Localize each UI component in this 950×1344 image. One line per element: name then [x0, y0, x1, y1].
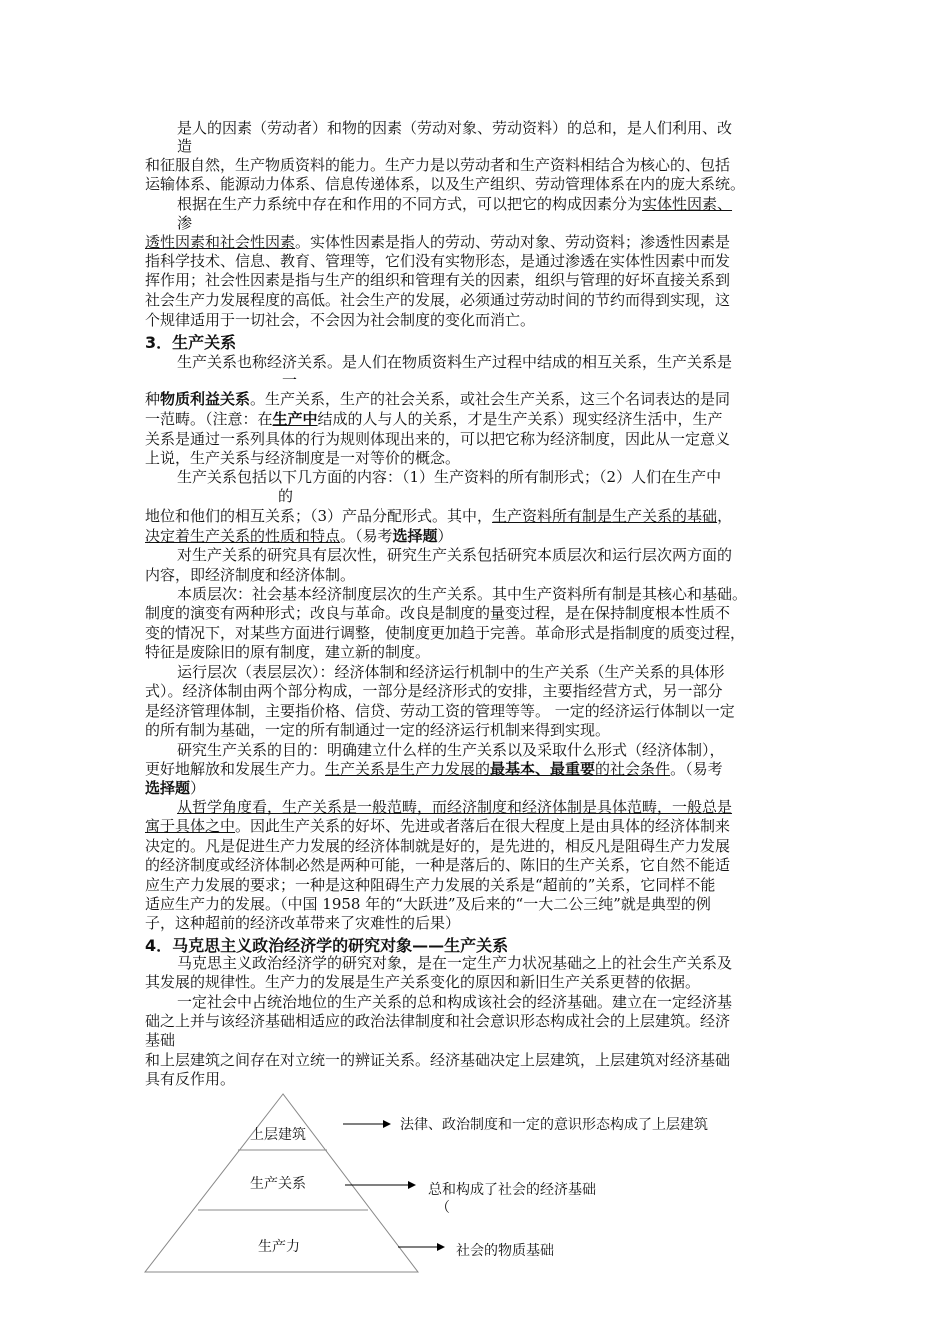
text-line: 其发展的规律性。生产力的发展是生产关系变化的原因和新旧生产关系更替的依据。: [145, 973, 701, 991]
text-span: 结成的人与人的关系，才是生产关系）现实经济生活中，生产: [317, 410, 723, 428]
text-span: 种: [145, 390, 161, 408]
text-line: 的经济制度或经济体制必然是两种可能，一种是落后的、陈旧的生产关系，它自然不能适: [145, 856, 731, 874]
text-line: 应生产力发展的要求；一种是这种阻碍生产力发展的关系是“超前的”关系，它同样不能: [145, 876, 716, 894]
text-span: 。因此生产关系的好坏、先进或者落后在很大程度上是由具体的经济体制来: [235, 817, 731, 835]
underlined-text: 生产资料所有制是生产关系的基础: [492, 507, 718, 525]
text-line: 从哲学角度看，生产关系是一般范畴，而经济制度和经济体制是具体范畴，一般总是: [177, 798, 733, 816]
text-span: ）: [190, 779, 206, 797]
pyramid-note-middle: 总和构成了社会的经济基础: [428, 1182, 596, 1198]
text-line: 一: [282, 371, 298, 389]
text-span: 。实体性因素是指人的劳动、劳动对象、劳动资料；渗透性因素是: [295, 233, 731, 251]
bold-underlined-text: 最基本、最重要: [490, 760, 596, 778]
pyramid-level-bottom: 生产力: [258, 1239, 300, 1255]
bold-text: 选择题: [392, 527, 438, 545]
text-line: 造: [177, 137, 193, 155]
text-line: 子，这种超前的经济改革带来了灾难性的后果）: [145, 914, 461, 932]
text-line: 内容，即经济制度和经济体制。: [145, 566, 356, 584]
text-span: 地位和他们的相互关系；（3）产品分配形式。其中，: [145, 507, 493, 525]
text-line: 挥作用；社会性因素是指与生产的组织和管理有关的因素，组织与管理的好坏直接关系到: [145, 271, 731, 289]
text-line: 研究生产关系的目的：明确建立什么样的生产关系以及采取什么形式（经济体制），: [177, 741, 725, 759]
text-line: 基础: [145, 1031, 176, 1049]
text-line: 生产关系也称经济关系。是人们在物质资料生产过程中结成的相互关系，生产关系是: [177, 353, 733, 371]
underlined-text: 的社会条件: [595, 760, 671, 778]
text-line: 马克思主义政治经济学的研究对象，是在一定生产力状况基础之上的社会生产关系及: [177, 954, 733, 972]
text-line: 制度的演变有两种形式；改良与革命。改良是制度的量变过程，是在保持制度根本性质不: [145, 604, 731, 622]
text-line: 社会生产力发展程度的高低。社会生产的发展，必须通过劳动时间的节约而得到实现，这: [145, 291, 731, 309]
underlined-text: 决定着生产关系的性质和特点: [145, 527, 341, 545]
underlined-text: 寓于具体之中: [145, 817, 236, 835]
pyramid-note-top: 法律、政治制度和一定的意识形态构成了上层建筑: [400, 1117, 708, 1133]
text-line: 上说，生产关系与经济制度是一对等价的概念。: [145, 449, 461, 467]
pyramid-note-bottom: 社会的物质基础: [456, 1243, 554, 1259]
text-line: 的: [278, 487, 294, 505]
text-span: 。（易考: [670, 760, 723, 778]
text-span: 。（易考: [340, 527, 393, 545]
underlined-text: 实体性因素、: [642, 195, 733, 213]
text-line: 式）。经济体制由两个部分构成，一部分是经济形式的安排，主要指经营方式，另一部分: [145, 682, 723, 700]
text-line: 和征服自然，生产物质资料的能力。生产力是以劳动者和生产资料相结合为核心的、包括: [145, 156, 731, 174]
text-line: 具有反作用。: [145, 1070, 236, 1088]
text-line: 关系是通过一系列具体的行为规则体现出来的，可以把它称为经济制度，因此从一定意义: [145, 430, 731, 448]
bold-underlined-text: 生产中: [272, 410, 318, 428]
text-span: ）: [437, 527, 453, 545]
pyramid-note-middle-extra: （: [436, 1200, 450, 1216]
text-span: 。生产关系，生产的社会关系，或社会生产关系，这三个名词表达的是同: [250, 390, 731, 408]
pyramid-level-middle: 生产关系: [250, 1176, 306, 1192]
underlined-text: 透性因素和社会性因素: [145, 233, 296, 251]
underlined-text: 生产关系是生产力发展的: [325, 760, 491, 778]
bold-text: 物质利益关系: [160, 390, 251, 408]
text-span: ，: [717, 507, 733, 525]
text-line: 适应生产力的发展。（中国 1958 年的“大跃进”及后来的“一大二公三纯”就是典型的例: [145, 895, 711, 913]
text-line: 的所有制为基础，一定的所有制通过一定的经济运行机制来得到实现。: [145, 721, 611, 739]
text-line: 本质层次：社会基本经济制度层次的生产关系。其中生产资料所有制是其核心和基础。: [177, 585, 748, 603]
text-line: 渗: [177, 214, 193, 232]
text-span: 根据在生产力系统中存在和作用的不同方式，可以把它的构成因素分为: [177, 195, 643, 213]
text-line: 指科学技术、信息、教育、管理等，它们没有实物形态，是通过渗透在实体性因素中而发: [145, 252, 731, 270]
text-line: 个规律适用于一切社会，不会因为社会制度的变化而消亡。: [145, 311, 536, 329]
text-span: 更好地解放和发展生产力。: [145, 760, 326, 778]
text-line: 一定社会中占统治地位的生产关系的总和构成该社会的经济基础。建立在一定经济基: [177, 993, 733, 1011]
text-line: 对生产关系的研究具有层次性，研究生产关系包括研究本质层次和运行层次两方面的: [177, 546, 733, 564]
text-line: 和上层建筑之间存在对立统一的辨证关系。经济基础决定上层建筑，上层建筑对经济基础: [145, 1051, 731, 1069]
text-span: 一范畴。（注意：在: [145, 410, 273, 428]
bold-text: 选择题: [145, 779, 191, 797]
text-line: 是人的因素（劳动者）和物的因素（劳动对象、劳动资料）的总和，是人们利用、改: [177, 119, 733, 137]
section-heading: 4．马克思主义政治经济学的研究对象——生产关系: [145, 936, 509, 955]
text-line: 特征是废除旧的原有制度，建立新的制度。: [145, 643, 431, 661]
pyramid-level-top: 上层建筑: [250, 1127, 306, 1143]
text-line: 决定的。凡是促进生产力发展的经济体制就是好的，是先进的，相反凡是阻碍生产力发展: [145, 837, 731, 855]
text-line: 生产关系包括以下几方面的内容：（1）生产资料的所有制形式；（2）人们在生产中: [177, 468, 722, 486]
text-line: 运输体系、能源动力体系、信息传递体系，以及生产组织、劳动管理体系在内的庞大系统。: [145, 175, 746, 193]
section-heading: 3．生产关系: [145, 333, 237, 352]
text-line: 变的情况下，对某些方面进行调整，使制度更加趋于完善。革命形式是指制度的质变过程，: [145, 624, 746, 642]
text-line: 运行层次（表层层次）：经济体制和经济运行机制中的生产关系（生产关系的具体形: [177, 663, 725, 681]
text-line: 是经济管理体制，主要指价格、信贷、劳动工资的管理等等。 一定的经济运行体制以一定: [145, 702, 735, 720]
text-line: 础之上并与该经济基础相适应的政治法律制度和社会意识形态构成社会的上层建筑。经济: [145, 1012, 731, 1030]
